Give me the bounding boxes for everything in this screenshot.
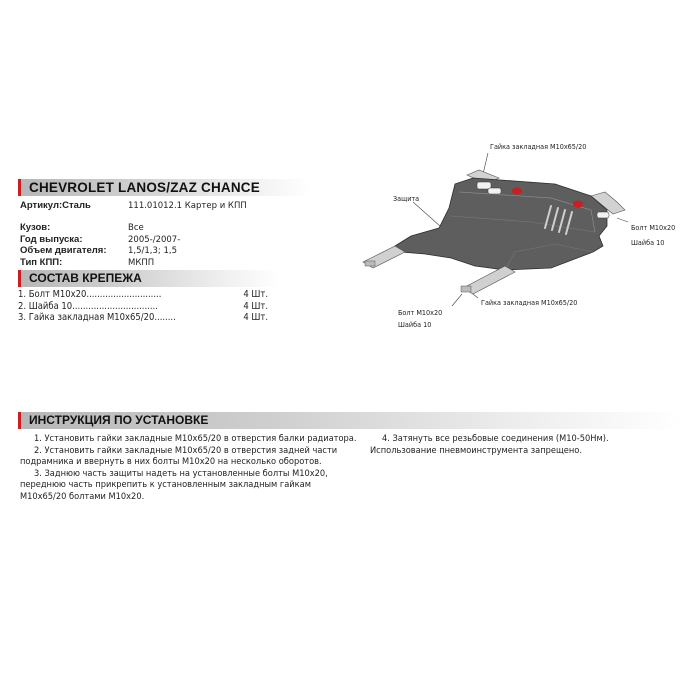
instructions-right bbox=[370, 433, 695, 456]
spec-value: Все bbox=[128, 223, 144, 233]
fastener-qty: 4 Шт. bbox=[243, 289, 268, 300]
label-washer-right: Шайба 10 bbox=[631, 238, 665, 247]
spec-label: Тип КПП: bbox=[20, 256, 63, 268]
article-label: Артикул:Сталь bbox=[20, 200, 91, 211]
fasteners-heading-bar bbox=[18, 270, 280, 287]
spec-value: 1,5/1,3; 1,5 bbox=[128, 246, 177, 256]
instruction-step: 1. Установить гайки закладные М10х65/20 в отверстия балки радиатора. bbox=[34, 433, 357, 444]
fastener-dots: ........ bbox=[154, 312, 176, 323]
instruction-step: 3. Заднюю часть защиты надеть на установленные болты М10х20, переднюю часть прикрепить к установленным закладным гайкам М10х65/20 болтами М10х20. bbox=[20, 467, 328, 502]
instructions-heading-bar bbox=[18, 412, 682, 429]
fastener-dots: ................................ bbox=[72, 300, 158, 312]
fastener-name: 1. Болт М10х20 bbox=[18, 289, 87, 300]
instruction-step: 2. Установить гайки закладные М10х65/20 в отверстия задней части подрамника и ввернуть в них болты М10х20 на несколько оборотов. bbox=[20, 444, 338, 468]
product-title: CHEVROLET LANOS/ZAZ CHANCE bbox=[29, 180, 260, 195]
fasteners-heading: СОСТАВ КРЕПЕЖА bbox=[29, 271, 142, 285]
spec-label: Объем двигателя: bbox=[20, 245, 107, 256]
fastener-name: 2. Шайба 10 bbox=[18, 300, 73, 312]
instructions-heading: ИНСТРУКЦИЯ ПО УСТАНОВКЕ bbox=[29, 413, 209, 427]
red-mark bbox=[573, 201, 583, 208]
rear-bracket-left bbox=[363, 246, 405, 268]
instruction-note: Использование пневмоинструмента запрещено. bbox=[370, 444, 582, 456]
guard-plate bbox=[395, 178, 609, 270]
red-mark bbox=[512, 188, 522, 195]
spec-value: МКПП bbox=[128, 257, 155, 268]
label-nut-bottom: Гайка закладная М10х65/20 bbox=[481, 298, 578, 307]
spec-label: Год выпуска: bbox=[20, 233, 83, 245]
article-line bbox=[20, 200, 247, 213]
instructions-left bbox=[20, 433, 358, 503]
leader-line bbox=[617, 218, 628, 222]
rear-bracket-right bbox=[461, 266, 515, 294]
product-title-bar bbox=[18, 179, 310, 196]
instruction-step: 4. Затянуть все резьбовые соединения (М10-50Нм). bbox=[382, 433, 609, 444]
label-bolt-bottom: Болт М10х20 bbox=[398, 308, 443, 317]
label-guard: Защита bbox=[393, 194, 420, 203]
label-bolt-right: Болт М10х20 bbox=[631, 223, 676, 232]
label-nut-top: Гайка закладная М10х65/20 bbox=[490, 142, 587, 151]
spec-row bbox=[20, 257, 154, 270]
fastener-name: 3. Гайка закладная М10х65/20 bbox=[18, 312, 155, 323]
leader-line bbox=[413, 202, 440, 226]
fasteners-list bbox=[18, 289, 268, 324]
spec-label: Кузов: bbox=[20, 222, 51, 233]
list-item bbox=[18, 312, 268, 324]
list-item bbox=[18, 289, 268, 301]
leader-line bbox=[452, 294, 462, 306]
fastener-qty: 4 Шт. bbox=[243, 300, 268, 312]
fastener-dots: ............................ bbox=[86, 289, 162, 300]
fastener-qty: 4 Шт. bbox=[243, 312, 268, 323]
list-item bbox=[18, 301, 268, 313]
leader-line bbox=[483, 153, 488, 174]
label-washer-bottom: Шайба 10 bbox=[398, 320, 432, 329]
article-value: 111.01012.1 Картер и КПП bbox=[128, 201, 247, 211]
spec-value: 2005-/2007- bbox=[128, 234, 181, 245]
